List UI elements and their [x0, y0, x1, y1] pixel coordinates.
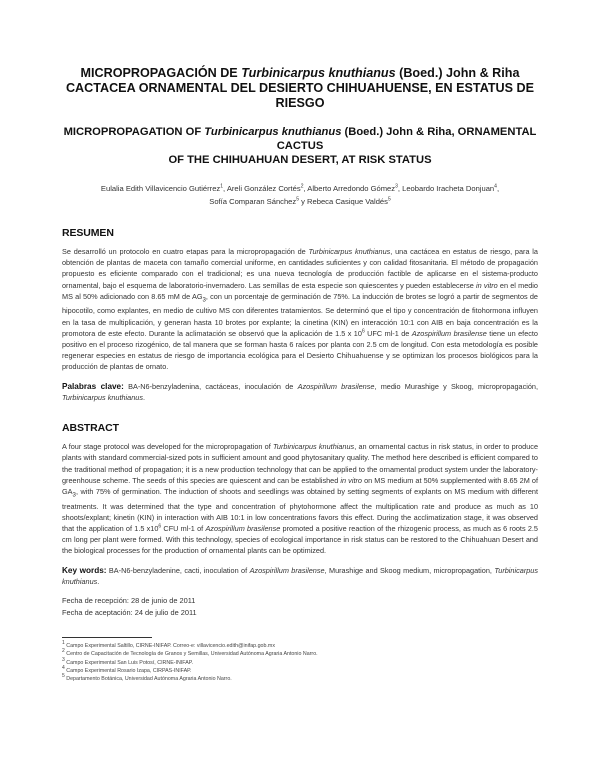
accepted-date: Fecha de aceptación: 24 de julio de 2011 — [62, 607, 197, 617]
received-date: Fecha de recepción: 28 de junio de 2011 — [62, 595, 196, 605]
abstract-body: A four stage protocol was developed for the micropropagation of Turbinicarpus knuthianus, an ornamental cactus in risk status, in order to produce plants with standard commercial-sized pots in sufficient amount and good phytosanitary quality. The method here described is efficient compared to the traditional method of propagation; it is a new production technology that can be applied to the ornamental product system under the laboratory-greenhouse scheme. The seeds of this species are quiescent and can be established in vitro on MS medium at 50% supplemented with 8.65 2M of $GA_3$, with 75% of germination. The induction of shoots and seedlings was obtained by setting segments of explants on MS medium with different treatments. It was determined that the type and concentration of phytohormone affect the multiplication rate and produce as much as 10 shoots/explant; kinetin (KIN) in interaction with AIB 10:1 in low concentrations favors this effect. During the acclimatization stage, it was observed that the application of 1.5 $x10^6$ CFU ml-1 of Azospirillum brasilense promoted a positive reaction of the rhizogenic process, as much as 6 roots 2.5 cm long per plant were formed. With this technology, species of ecological importance in risk status can be restored to the Chihuahuan Desert and the biological processes for the production of ornamental plants can be optimized. — [62, 442, 539, 556]
abstract-heading: ABSTRACT — [62, 422, 119, 435]
author-list — [62, 183, 538, 208]
resumen-heading: RESUMEN — [62, 227, 114, 239]
title-species: Turbinicarpus knuthianus — [241, 66, 396, 80]
footnote: $^5$ Departamento Botánica, Universidad Autónoma Agraria Antonio Narro. — [62, 673, 232, 683]
author: Leobardo Iracheta Donjuan$^4$, — [402, 183, 500, 193]
palabras-clave: Palabras clave: BA-N6-benzyladenina, cactáceas, inoculación de Azospirillum brasilense, medio Murashige y Skoog, micropropagación, Turbinicarpus knuthianus. — [62, 381, 538, 402]
footnote: $^3$ Campo Experimental San Luis Potosí, CIRNE-INIFAP. — [62, 656, 194, 666]
title-species: Turbinicarpus knuthianus — [204, 126, 342, 138]
footnote: $^1$ Campo Experimental Saltillo, CIRNE-INIFAP. Correo-e: villavicencio.edith@inifap.gob.mx — [62, 640, 275, 649]
author: Sofía Comparan Sánchez$^5$ y — [209, 195, 308, 206]
author: Alberto Arredondo Gómez$^3$, — [307, 183, 403, 193]
spanish-title-line2: CACTACEA ORNAMENTAL DEL DESIERTO CHIHUAHUENSE, EN ESTATUS DE RIESGO — [65, 81, 535, 110]
palabras-clave-label: Palabras clave: — [62, 381, 124, 391]
resumen-body: Se desarrolló un protocolo en cuatro etapas para la micropropagación de Turbinicarpus knuthianus, una cactácea en estatus de riesgo, para la obtención de plantas de maceta con tamaño comercial uniforme, en cantidades suficientes y con calidad fitosanitaria. El método de propagación propuesto es eficiente comparado con el tradicional; es una nueva tecnología de producción factible de aplicarse en el sistema-producto ornamental, bajo el esquema de laboratorio-invernadero. Las semillas de esta especie son quiescentes y pueden establecerse in vitro en el medio MS al 50% adicionado con 8.65 mM de $AG_3$, con un porcentaje de germinación de 75%. La inducción de brotes se logró a partir de segmentos de hipocotilo, como explantes, en medio de cultivo MS con diferentes tratamientos. Se determinó que el tipo y concentración de fitohormona influyen en la tasa de multiplicación, y generan hasta 10 brotes por explante; la cinetina (KIN) en interacción 10:1 con AIB en baja concentración es la promotora de este efecto. Durante la aclimatación se observó que la aplicación de 1.5 x $10^6$ UFC ml-1 de Azospirillum brasilense tiene un efecto positivo en el proceso rizogénico, de tal manera que se forman hasta 6 raíces por planta con 2.5 cm de longitud. Con esta metodología es posible regenerar especies en estatus de riesgo de importancia ecológica para el Desierto Chihuahuense y se optimizan los procesos biológicos para la producción de plantas de ornato. — [62, 247, 538, 372]
english-title-line2: OF THE CHIHUAHUAN DESERT, AT RISK STATUS — [168, 154, 432, 166]
author: Rebeca Casique Valdés$^5$ — [307, 195, 391, 206]
author: Eulalia Edith Villavicencio Gutiérrez$^1$, — [100, 183, 227, 193]
footnote: $^4$ Campo Experimental Rosario Izapa, CIRPAS-INIFAP. — [62, 665, 192, 674]
key-words: Key words: BA-N6-benzyladenine, cacti, inoculation of Azospirillum brasilense, Murashige and Skoog medium, micropropagation, Turbinicarpus knuthianus. — [62, 565, 539, 586]
publication-dates — [62, 595, 538, 619]
footnote-divider — [62, 637, 152, 638]
footnotes — [62, 642, 538, 683]
author: Areli González Cortés$^2$, — [226, 183, 308, 193]
english-title: MICROPROPAGATION OF Turbinicarpus knuthianus (Boed.) John & Riha, ORNAMENTAL CACTUS OF THE CHIHUAHUAN DESERT, AT RISK STATUS — [63, 126, 537, 166]
footnote: $^2$ Centro de Capacitación de Tecnología de Granos y Semillas, Universidad Autónoma Agraria Antonio Narro. — [62, 648, 318, 658]
key-words-label: Key words: — [62, 565, 107, 575]
spanish-title: MICROPROPAGACIÓN DE Turbinicarpus knuthianus (Boed.) John & Riha CACTACEA ORNAMENTAL DEL DESIERTO CHIHUAHUENSE, EN ESTATUS DE RIESGO — [65, 66, 535, 110]
